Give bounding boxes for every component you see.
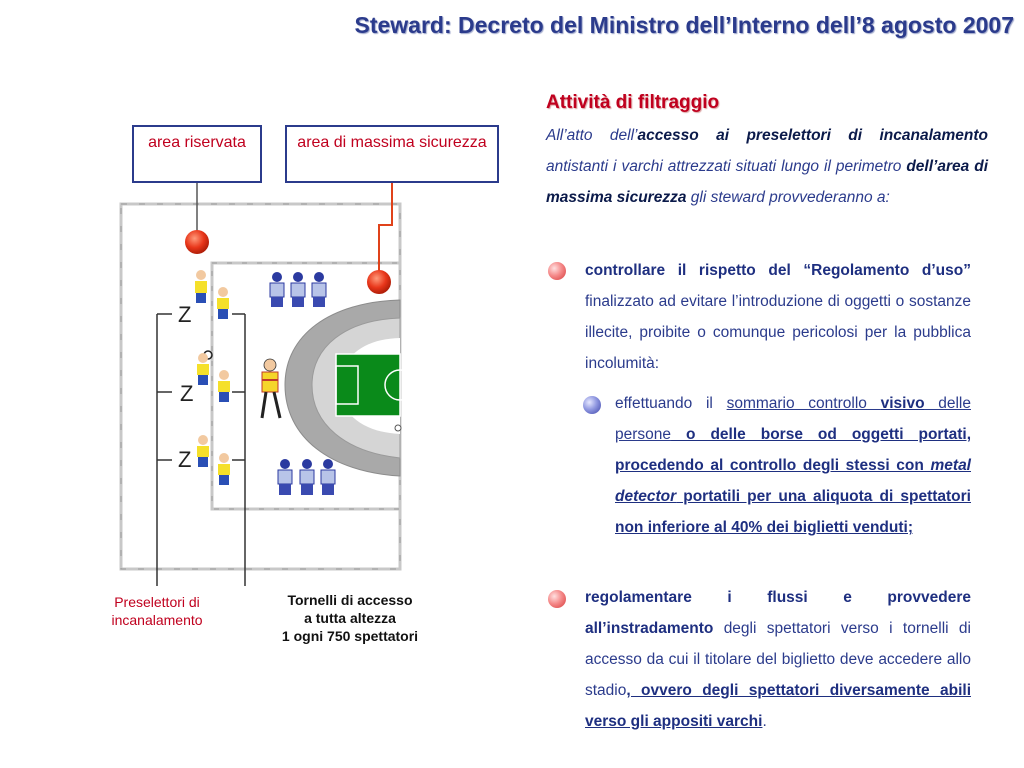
- police-officer-icon: [300, 459, 314, 495]
- intro-text-2: accesso ai preselettori di incanalamento: [637, 127, 988, 144]
- police-officer-icon: [291, 272, 305, 307]
- turnstile-icon: Z: [180, 381, 194, 406]
- tornelli-caption-line-1: Tornelli di accesso: [287, 592, 413, 608]
- tornelli-caption-line-2: a tutta altezza: [304, 610, 396, 626]
- tornelli-caption: [250, 591, 450, 645]
- intro-text-1: All’atto dell’: [546, 127, 638, 144]
- steward-figure-icon: [218, 370, 230, 402]
- police-group-bottom: [278, 459, 335, 495]
- sub-bullet-text-6: metal detector: [615, 457, 971, 505]
- bullet-2-text-4: .: [762, 713, 767, 730]
- preselettori-caption-line-1: Preselettori di: [114, 594, 200, 610]
- sub-bullet-text-7: portatili per una aliquota di spettatori non inferiore al 40% dei biglietti venduti;: [615, 488, 971, 536]
- police-officer-icon: [321, 459, 335, 495]
- bullet-2-text-1: regolamentare i flussi e provvedere all’instradamento: [585, 589, 971, 637]
- section-title: Attività di filtraggio: [546, 92, 720, 113]
- area-massima-sicurezza-box: area di massima sicurezza: [285, 125, 499, 183]
- preselettori-caption: [92, 593, 222, 629]
- bullet-2-text-3: , ovvero degli spettatori diversamente abili verso gli appositi varchi: [585, 682, 971, 730]
- sub-bullet-text-5: o delle borse od oggetti portati, procedendo al controllo degli stessi con: [615, 426, 971, 474]
- police-officer-icon: [270, 272, 284, 307]
- preselettori-caption-line-2: incanalamento: [111, 612, 203, 628]
- bullet-2-text-2: degli spettatori verso i tornelli di accesso da cui il titolare del biglietto deve accedere allo stadio: [585, 620, 971, 699]
- area-massima-marker-icon: [367, 270, 391, 294]
- sub-bullet-text-2: sommario controllo: [726, 395, 881, 412]
- steward-figure-icon: [197, 353, 209, 385]
- area-riservata-box: area riservata: [132, 125, 262, 183]
- police-group-top: [270, 272, 326, 307]
- police-officer-icon: [278, 459, 292, 495]
- steward-figure-icon: [195, 270, 207, 303]
- bullet-1-bold: controllare il rispetto del “Regolamento d’uso”: [585, 262, 971, 279]
- steward-figure-icon: [197, 435, 209, 467]
- police-officer-icon: [312, 272, 326, 307]
- intro-text-5: gli steward provvederanno a:: [686, 189, 890, 206]
- bullet-1-rest: finalizzato ad evitare l’introduzione di oggetti o sostanze illecite, proibite o comunque pericolosi per la pubblica incolumità:: [585, 293, 971, 372]
- slide-title: Steward: Decreto del Ministro dell’Interno dell’8 agosto 2007: [354, 12, 1014, 38]
- turnstile-icon: Z: [178, 447, 192, 472]
- intro-text-3: antistanti i varchi attrezzati situati lungo il perimetro: [546, 158, 907, 175]
- sub-bullet-text-4: delle persone: [615, 395, 971, 443]
- tornelli-caption-line-3: 1 ogni 750 spettatori: [281, 628, 419, 644]
- sub-bullet-text-3: visivo: [880, 395, 925, 412]
- sub-bullet-text-1: effettuando il: [615, 395, 727, 412]
- area-riservata-marker-icon: [185, 230, 209, 254]
- turnstile-icon: Z: [178, 302, 192, 327]
- intro-text-4: dell’area di massima sicurezza: [546, 158, 989, 206]
- steward-figure-icon: [217, 287, 229, 319]
- steward-figure-icon: [218, 453, 230, 485]
